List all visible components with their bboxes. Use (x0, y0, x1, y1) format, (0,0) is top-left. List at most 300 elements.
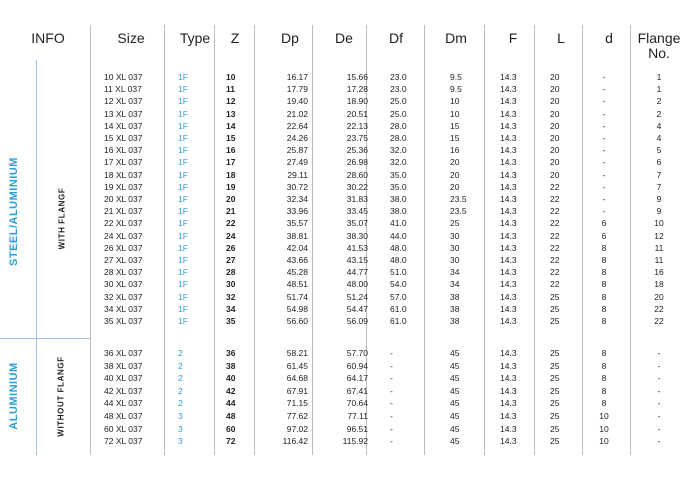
cell-type: 1F (178, 169, 188, 180)
cell-l: 22 (550, 267, 560, 278)
cell-dm: 45 (450, 360, 460, 371)
cell-z: 42 (226, 385, 236, 396)
cell-size: 27 XL 037 (104, 255, 143, 265)
cell-l: 20 (550, 133, 560, 143)
divider-size (164, 25, 165, 455)
cell-dp: 77.62 (286, 411, 308, 421)
header-dm: Dm (445, 30, 467, 46)
cell-df: - (390, 398, 393, 409)
cell-z: 27 (226, 255, 236, 265)
cell-type: 1F (178, 194, 188, 204)
cell-z: 14 (226, 120, 236, 131)
cell-type: 1F (178, 133, 188, 143)
cell-df: 25.0 (390, 96, 407, 107)
cell-df: 48.0 (390, 255, 407, 265)
cell-d: - (602, 84, 606, 95)
cell-dm: 45 (450, 436, 460, 447)
cell-flange: 7 (656, 181, 662, 192)
cell-flange: 1 (656, 72, 662, 82)
cell-type: 1F (178, 316, 188, 326)
cell-z: 34 (226, 303, 236, 314)
cell-d: - (602, 72, 606, 82)
cell-f: 14.3 (500, 385, 517, 396)
cell-l: 25 (550, 291, 560, 302)
cell-flange: 6 (656, 157, 662, 168)
cell-d: - (602, 169, 606, 180)
cell-df: 32.0 (390, 145, 407, 156)
cell-z: 32 (226, 291, 236, 302)
cell-z: 40 (226, 373, 236, 384)
cell-flange: 7 (656, 169, 662, 180)
cell-d: 8 (601, 291, 607, 302)
cell-type: 1F (178, 230, 188, 241)
cell-df: - (390, 373, 393, 384)
cell-f: 14.3 (500, 348, 517, 358)
cell-l: 20 (550, 84, 560, 95)
cell-de: 30.22 (346, 181, 368, 192)
cell-type: 2 (178, 373, 183, 384)
cell-f: 14.3 (500, 255, 517, 265)
divider-z (254, 25, 255, 455)
cell-z: 35 (226, 316, 236, 326)
cell-flange: - (657, 398, 661, 409)
cell-type: 1F (178, 218, 188, 229)
cell-z: 18 (226, 169, 236, 180)
cell-f: 14.3 (500, 181, 517, 192)
cell-df: - (390, 360, 393, 371)
cell-dm: 45 (450, 385, 460, 396)
cell-l: 25 (550, 360, 560, 371)
cell-l: 25 (550, 436, 560, 447)
cell-size: 44 XL 037 (104, 398, 143, 409)
cell-l: 20 (550, 108, 560, 119)
divider-dp (312, 25, 313, 455)
cell-d: - (602, 206, 606, 217)
cell-l: 20 (550, 169, 560, 180)
cell-dm: 45 (450, 348, 460, 358)
cell-dp: 64.68 (286, 373, 308, 384)
header-size: Size (117, 30, 145, 46)
cell-df: 51.0 (390, 267, 407, 278)
header-d: d (605, 30, 613, 46)
cell-de: 23.75 (346, 133, 368, 143)
cell-size: 26 XL 037 (104, 242, 143, 253)
cell-d: 6 (601, 230, 607, 241)
cell-z: 11 (226, 84, 235, 95)
cell-dp: 45.28 (286, 267, 308, 278)
cell-l: 25 (550, 398, 560, 409)
cell-dp: 17.79 (286, 84, 308, 95)
cell-d: 8 (601, 385, 607, 396)
cell-type: 1F (178, 255, 188, 265)
cell-flange: - (657, 385, 661, 396)
cell-z: 38 (226, 360, 236, 371)
cell-de: 20.51 (346, 108, 368, 119)
cell-dp: 35.57 (286, 218, 308, 229)
cell-l: 22 (550, 181, 560, 192)
cell-flange: 22 (654, 316, 664, 326)
cell-dm: 34 (450, 267, 460, 278)
cell-dm: 38 (450, 316, 460, 326)
cell-de: 18.90 (346, 96, 368, 107)
divider-group (36, 60, 37, 455)
cell-de: 15.66 (346, 72, 368, 82)
cell-dm: 10 (450, 96, 460, 107)
cell-dp: 61.45 (286, 360, 308, 371)
cell-de: 70.64 (346, 398, 368, 409)
cell-l: 25 (550, 423, 560, 434)
group-label-alu: ALUMINIUM (8, 362, 20, 430)
cell-d: 10 (599, 436, 609, 447)
cell-flange: 9 (656, 194, 662, 204)
cell-df: 48.0 (390, 242, 407, 253)
cell-flange: 11 (654, 255, 664, 265)
header-flange-line1: Flange (637, 30, 681, 46)
cell-dm: 23.5 (450, 194, 467, 204)
cell-dp: 25.87 (286, 145, 308, 156)
cell-d: - (602, 133, 606, 143)
cell-z: 72 (226, 436, 236, 447)
group-sub-steel: WITH FLANGF (57, 187, 67, 250)
cell-dp: 32.34 (286, 194, 308, 204)
cell-z: 44 (226, 398, 236, 409)
cell-z: 16 (226, 145, 236, 156)
cell-l: 25 (550, 348, 560, 358)
cell-size: 19 XL 037 (104, 181, 143, 192)
cell-flange: 4 (656, 133, 662, 143)
header-l: L (557, 30, 565, 46)
cell-size: 60 XL 037 (104, 423, 143, 434)
cell-dp: 38.81 (286, 230, 308, 241)
cell-f: 14.3 (500, 423, 517, 434)
cell-df: 54.0 (390, 279, 407, 290)
cell-z: 24 (226, 230, 236, 241)
cell-flange: - (657, 360, 661, 371)
cell-dm: 20 (450, 169, 460, 180)
cell-d: 8 (601, 373, 607, 384)
cell-dp: 29.11 (287, 169, 308, 180)
cell-type: 1F (178, 72, 188, 82)
cell-l: 25 (550, 303, 560, 314)
cell-flange: 2 (656, 108, 662, 119)
cell-df: 41.0 (390, 218, 407, 229)
cell-df: 23.0 (390, 84, 407, 95)
cell-dp: 51.74 (286, 291, 308, 302)
cell-de: 28.60 (346, 169, 368, 180)
cell-de: 44.77 (346, 267, 368, 278)
cell-dp: 16.17 (286, 72, 308, 82)
cell-l: 22 (550, 194, 560, 204)
header-flange-line2: No. (648, 45, 670, 61)
cell-type: 1F (178, 181, 188, 192)
cell-de: 56.09 (346, 316, 368, 326)
header-de: De (335, 30, 353, 46)
cell-type: 1F (178, 120, 188, 131)
cell-de: 31.83 (346, 194, 368, 204)
divider-type (214, 25, 215, 455)
cell-size: 15 XL 037 (104, 133, 143, 143)
cell-de: 51.24 (346, 291, 368, 302)
cell-df: - (390, 436, 393, 447)
cell-size: 32 XL 037 (104, 291, 143, 302)
cell-dm: 20 (450, 157, 460, 168)
cell-z: 12 (226, 96, 236, 107)
cell-type: 1F (178, 267, 188, 278)
cell-flange: - (657, 373, 661, 384)
cell-dp: 19.40 (286, 96, 308, 107)
cell-flange: - (657, 436, 661, 447)
cell-de: 33.45 (346, 206, 368, 217)
cell-dm: 45 (450, 411, 460, 421)
cell-flange: 9 (656, 206, 662, 217)
cell-type: 1F (178, 206, 188, 217)
cell-d: - (602, 145, 606, 156)
header-df: Df (389, 30, 403, 46)
cell-dm: 45 (450, 373, 460, 384)
cell-dm: 9.5 (450, 84, 462, 95)
cell-de: 115.92 (342, 436, 368, 447)
cell-f: 14.3 (500, 316, 517, 326)
cell-dp: 58.21 (286, 348, 308, 358)
header-dp: Dp (281, 30, 299, 46)
cell-dp: 30.72 (286, 181, 308, 192)
cell-size: 11 XL 037 (104, 84, 142, 95)
cell-f: 14.3 (500, 291, 517, 302)
cell-type: 2 (178, 385, 183, 396)
cell-l: 22 (550, 242, 560, 253)
cell-de: 41.53 (346, 242, 368, 253)
cell-f: 14.3 (500, 194, 517, 204)
cell-f: 14.3 (500, 360, 517, 371)
cell-f: 14.3 (500, 303, 517, 314)
cell-de: 54.47 (346, 303, 368, 314)
cell-dm: 45 (450, 423, 460, 434)
cell-dp: 116.42 (282, 436, 308, 447)
cell-l: 22 (550, 279, 560, 290)
cell-de: 48.00 (346, 279, 368, 290)
cell-d: - (602, 108, 606, 119)
divider-f (534, 25, 535, 455)
cell-d: 10 (599, 411, 609, 421)
cell-size: 28 XL 037 (104, 267, 143, 278)
cell-d: - (602, 157, 606, 168)
cell-flange: 1 (656, 84, 662, 95)
cell-size: 21 XL 037 (104, 206, 143, 217)
cell-d: 8 (601, 242, 607, 253)
cell-z: 15 (226, 133, 236, 143)
cell-dp: 22.64 (286, 120, 308, 131)
cell-f: 14.3 (500, 267, 517, 278)
cell-flange: 18 (654, 279, 664, 290)
cell-size: 72 XL 037 (104, 436, 143, 447)
cell-df: 35.0 (390, 169, 407, 180)
cell-flange: 5 (656, 145, 662, 156)
cell-type: 2 (178, 348, 183, 358)
cell-z: 21 (226, 206, 236, 217)
cell-dm: 34 (450, 279, 460, 290)
cell-dp: 48.51 (286, 279, 308, 290)
cell-de: 77.11 (347, 411, 368, 421)
cell-f: 14.3 (500, 133, 517, 143)
cell-dp: 71.15 (286, 398, 308, 409)
cell-size: 30 XL 037 (104, 279, 143, 290)
cell-flange: - (657, 411, 661, 421)
cell-flange: 22 (654, 303, 664, 314)
cell-de: 38.30 (346, 230, 368, 241)
cell-type: 3 (178, 423, 183, 434)
cell-dp: 24.26 (286, 133, 308, 143)
cell-de: 60.94 (346, 360, 368, 371)
cell-dm: 38 (450, 291, 460, 302)
cell-size: 16 XL 037 (104, 145, 143, 156)
cell-de: 25.36 (346, 145, 368, 156)
cell-z: 26 (226, 242, 236, 253)
cell-df: 35.0 (390, 181, 407, 192)
cell-de: 57.70 (346, 348, 368, 358)
cell-de: 17.28 (346, 84, 368, 95)
cell-dm: 25 (450, 218, 460, 229)
cell-dm: 16 (450, 145, 460, 156)
cell-type: 1F (178, 303, 188, 314)
cell-f: 14.3 (500, 373, 517, 384)
cell-size: 36 XL 037 (104, 348, 143, 358)
cell-df: 28.0 (390, 133, 407, 143)
cell-l: 22 (550, 255, 560, 265)
cell-l: 20 (550, 72, 560, 82)
cell-de: 96.51 (346, 423, 368, 434)
cell-dm: 30 (450, 255, 460, 265)
cell-df: 61.0 (390, 316, 407, 326)
cell-flange: 10 (654, 218, 664, 229)
cell-type: 1F (178, 157, 188, 168)
cell-z: 36 (226, 348, 236, 358)
cell-z: 30 (226, 279, 236, 290)
cell-df: - (390, 348, 393, 358)
cell-size: 12 XL 037 (104, 96, 143, 107)
cell-d: 10 (599, 423, 609, 434)
cell-df: 44.0 (390, 230, 407, 241)
cell-df: 28.0 (390, 120, 407, 131)
cell-f: 14.3 (500, 84, 517, 95)
cell-f: 14.3 (500, 411, 517, 421)
cell-z: 28 (226, 267, 236, 278)
cell-d: 8 (601, 316, 607, 326)
cell-z: 10 (226, 72, 236, 82)
cell-size: 13 XL 037 (104, 108, 143, 119)
cell-type: 1F (178, 242, 188, 253)
cell-de: 22.13 (346, 120, 368, 131)
cell-df: - (390, 385, 393, 396)
cell-size: 17 XL 037 (104, 157, 143, 168)
cell-size: 34 XL 037 (104, 303, 143, 314)
cell-type: 1F (178, 291, 188, 302)
cell-z: 22 (226, 218, 236, 229)
cell-type: 1F (178, 84, 188, 95)
cell-flange: - (657, 348, 661, 358)
cell-f: 14.3 (500, 279, 517, 290)
cell-type: 2 (178, 360, 183, 371)
cell-l: 22 (550, 230, 560, 241)
cell-f: 14.3 (500, 145, 517, 156)
cell-dm: 15 (450, 120, 460, 131)
header-type: Type (179, 30, 211, 46)
cell-df: 23.0 (390, 72, 407, 82)
cell-z: 13 (226, 108, 236, 119)
cell-df: 32.0 (390, 157, 407, 168)
cell-df: 38.0 (390, 194, 407, 204)
cell-dm: 23.5 (450, 206, 467, 217)
cell-type: 3 (178, 411, 183, 421)
cell-l: 20 (550, 96, 560, 107)
cell-de: 26.98 (346, 157, 368, 168)
cell-d: - (602, 96, 606, 107)
cell-d: - (602, 194, 606, 204)
divider-info (90, 25, 91, 455)
cell-size: 22 XL 037 (104, 218, 143, 229)
divider-d (630, 25, 631, 455)
cell-dp: 42.04 (286, 242, 308, 253)
cell-d: 8 (601, 398, 607, 409)
cell-size: 18 XL 037 (104, 169, 143, 180)
cell-f: 14.3 (500, 120, 517, 131)
cell-l: 25 (550, 411, 560, 421)
cell-size: 48 XL 037 (104, 411, 143, 421)
cell-flange: 12 (654, 230, 664, 241)
cell-de: 67.41 (346, 385, 368, 396)
cell-f: 14.3 (500, 398, 517, 409)
divider-l (582, 25, 583, 455)
cell-z: 60 (226, 423, 236, 434)
cell-f: 14.3 (500, 96, 517, 107)
cell-size: 20 XL 037 (104, 194, 143, 204)
cell-size: 14 XL 037 (104, 120, 143, 131)
cell-dm: 30 (450, 230, 460, 241)
group-divider (0, 338, 90, 339)
cell-df: 57.0 (390, 291, 407, 302)
cell-size: 24 XL 037 (104, 230, 143, 241)
cell-dp: 43.66 (286, 255, 308, 265)
cell-df: 38.0 (390, 206, 407, 217)
cell-d: 6 (601, 218, 607, 229)
cell-d: 8 (601, 279, 607, 290)
cell-f: 14.3 (500, 242, 517, 253)
cell-z: 17 (226, 157, 236, 168)
cell-f: 14.3 (500, 206, 517, 217)
cell-type: 1F (178, 96, 188, 107)
cell-d: 8 (601, 303, 607, 314)
cell-dp: 33.96 (286, 206, 308, 217)
cell-type: 1F (178, 145, 188, 156)
cell-size: 10 XL 037 (104, 72, 143, 82)
cell-de: 43.15 (346, 255, 368, 265)
cell-f: 14.3 (500, 169, 517, 180)
cell-flange: 4 (656, 120, 662, 131)
cell-dp: 67.91 (286, 385, 308, 396)
cell-flange: 20 (654, 291, 664, 302)
header-f: F (508, 30, 518, 46)
cell-type: 1F (178, 279, 188, 290)
cell-df: - (390, 411, 393, 421)
cell-flange: 11 (654, 242, 664, 253)
cell-f: 14.3 (500, 108, 517, 119)
cell-l: 20 (550, 120, 560, 131)
cell-d: 8 (601, 267, 607, 278)
cell-type: 1F (178, 108, 188, 119)
cell-type: 2 (178, 398, 183, 409)
divider-dm (484, 25, 485, 455)
cell-z: 19 (226, 181, 236, 192)
cell-flange: 16 (654, 267, 664, 278)
